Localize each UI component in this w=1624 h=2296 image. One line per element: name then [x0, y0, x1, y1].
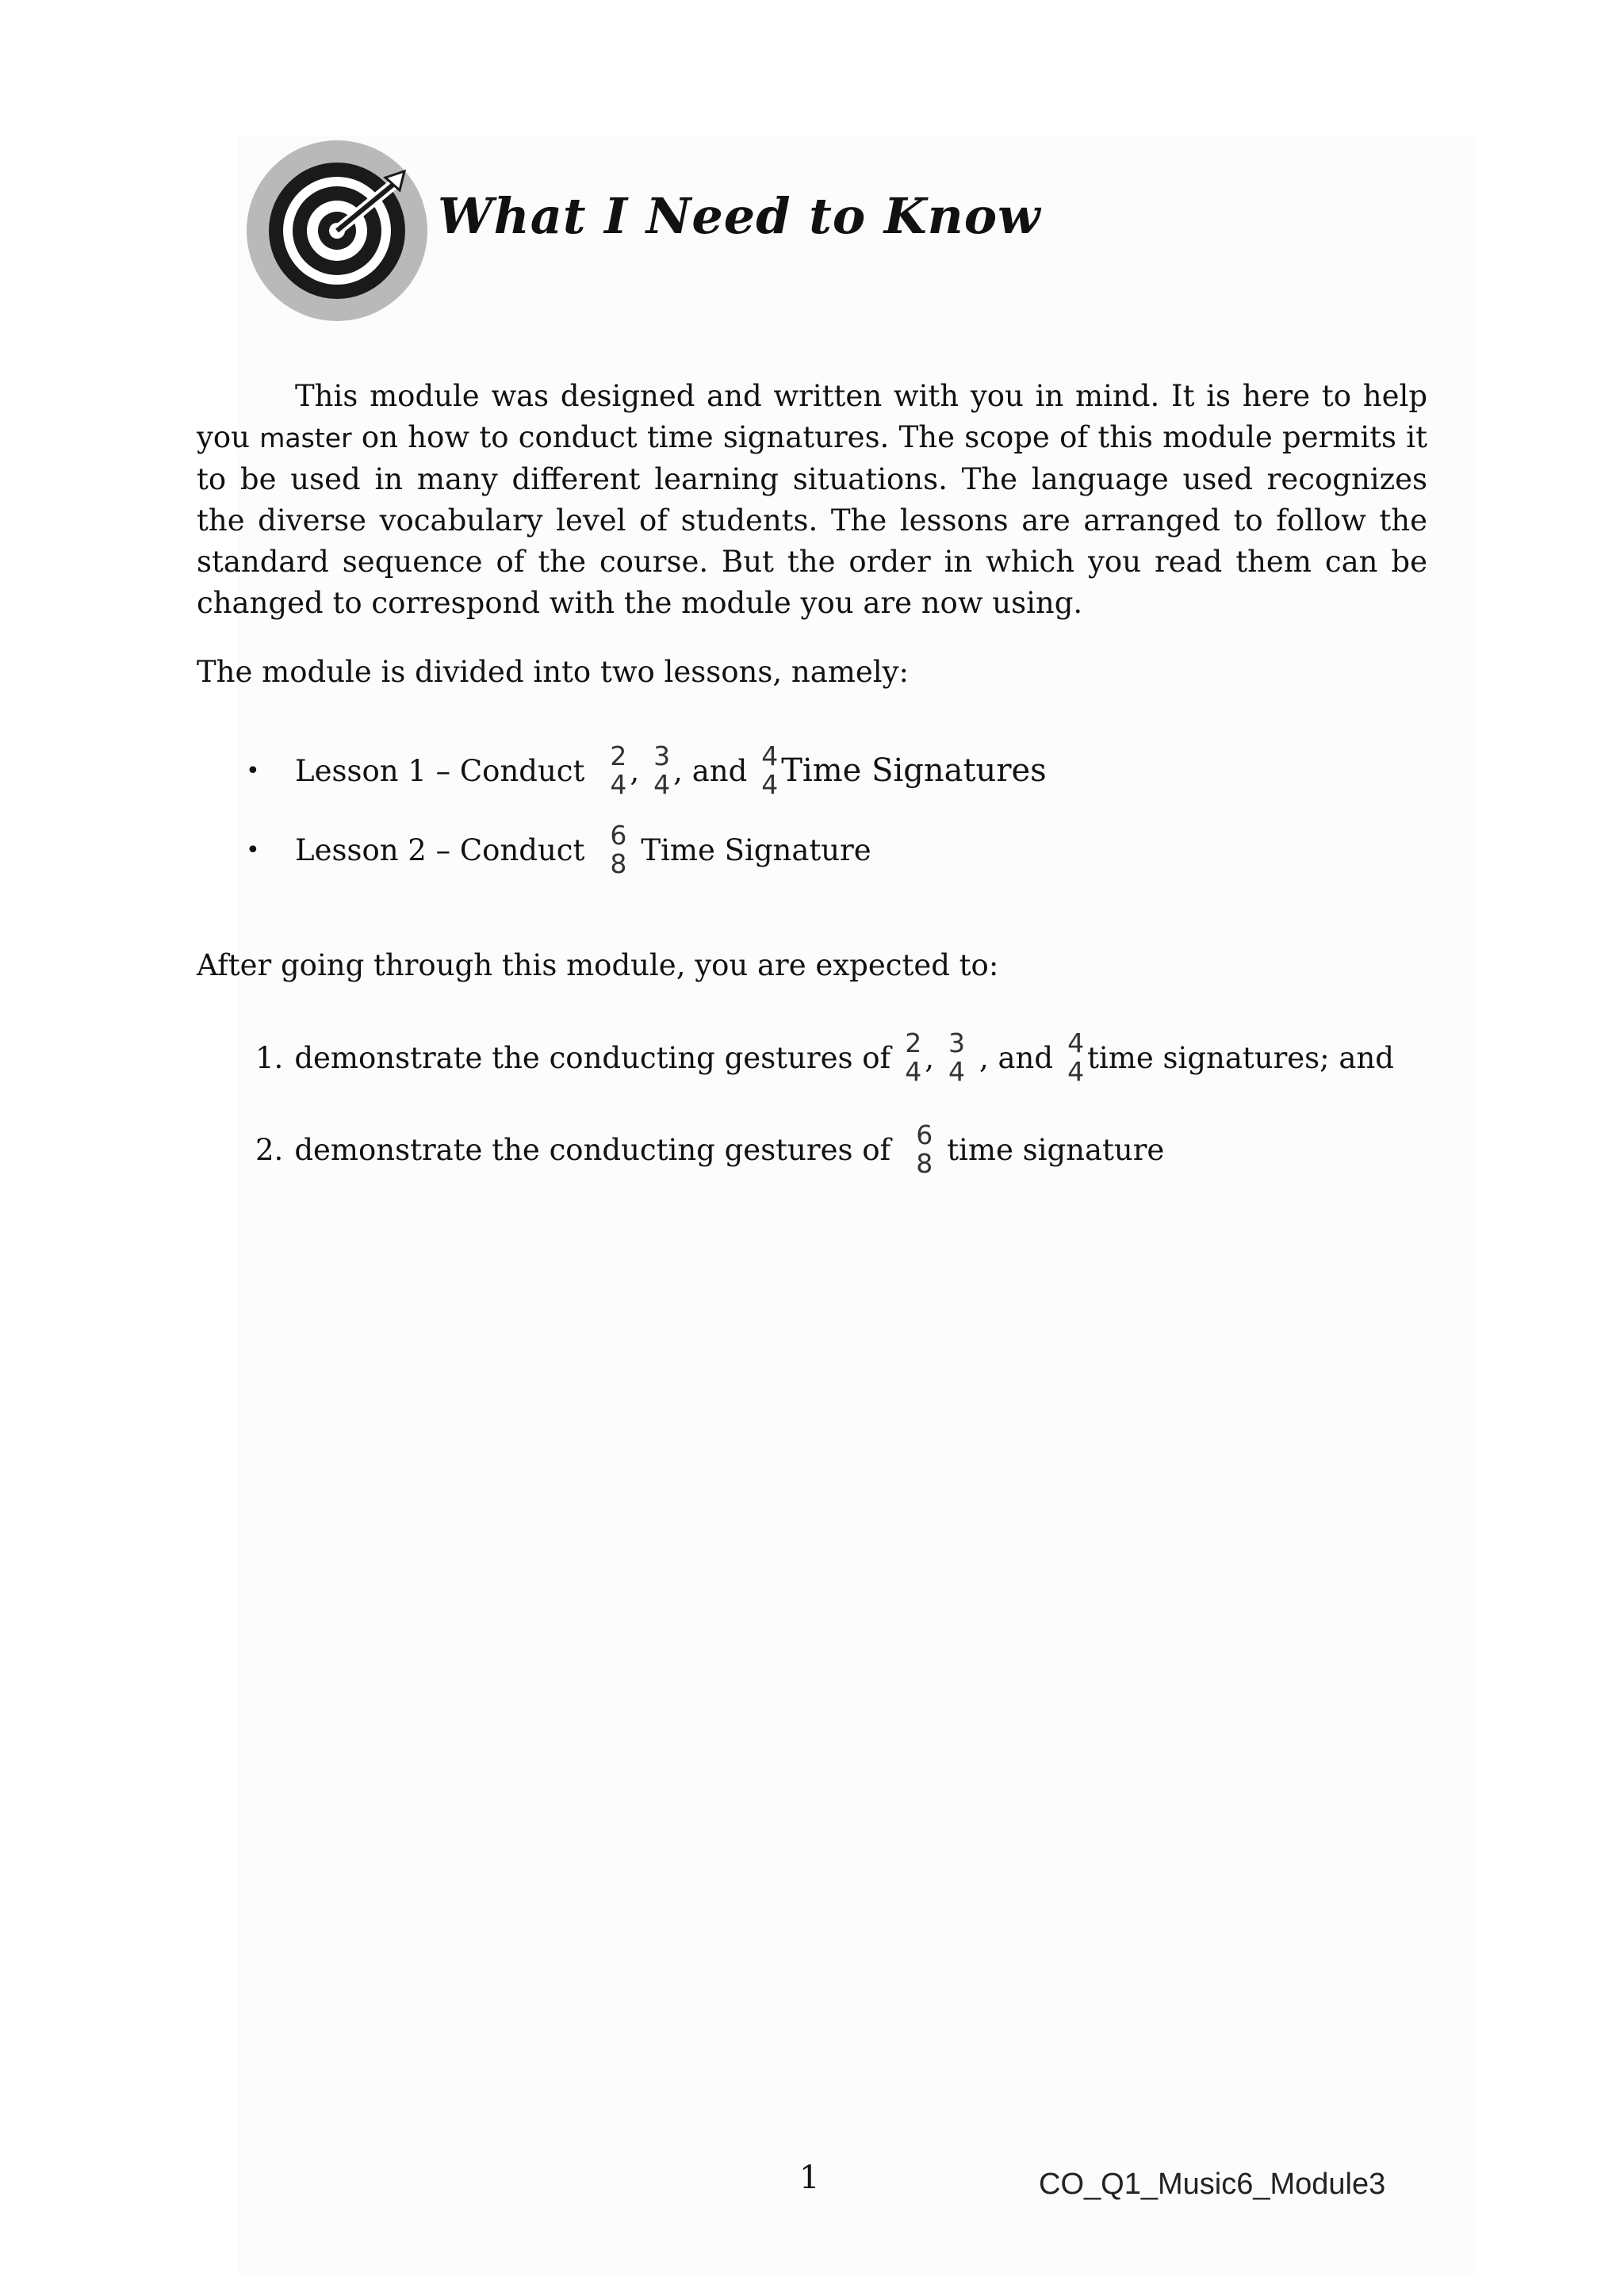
time-signature: 2 4	[610, 740, 627, 800]
objective-suffix: time signature	[947, 1132, 1165, 1167]
objective-suffix: time signatures; and	[1087, 1040, 1394, 1075]
lesson-suffix: Time Signatures	[781, 752, 1047, 789]
separator: , and	[979, 1040, 1054, 1075]
time-signature: 6 8	[916, 1119, 933, 1179]
time-signature: 3 4	[653, 740, 671, 800]
list-item-lesson-1	[197, 739, 1047, 802]
bullet-icon: •	[246, 836, 260, 864]
lesson-label: Lesson 1 – Conduct	[295, 753, 585, 788]
time-signature: 4 4	[1067, 1027, 1085, 1087]
page-title: What I Need to Know	[438, 187, 1041, 245]
separator: , and	[673, 753, 748, 788]
time-signature: 4 4	[761, 740, 779, 800]
separator: ,	[925, 1040, 934, 1075]
intro-paragraph	[197, 376, 1427, 624]
time-signature: 6 8	[610, 820, 627, 879]
intro-master-word: master	[259, 423, 352, 453]
lessons-intro: The module is divided into two lessons, namely:	[197, 655, 909, 689]
list-item-objective-2	[255, 1118, 1164, 1181]
target-icon	[246, 140, 428, 322]
objective-number: 2.	[255, 1132, 284, 1167]
objective-number: 1.	[255, 1040, 284, 1075]
objective-text: demonstrate the conducting gestures of	[294, 1132, 891, 1167]
objectives-intro: After going through this module, you are expected to:	[197, 948, 999, 982]
section-header	[230, 133, 1041, 331]
objective-text: demonstrate the conducting gestures of	[294, 1040, 891, 1075]
lesson-suffix: Time Signature	[641, 832, 871, 867]
lesson-label: Lesson 2 – Conduct	[295, 832, 585, 867]
separator: ,	[630, 753, 640, 788]
module-code: CO_Q1_Music6_Module3	[1039, 2168, 1386, 2201]
list-item-lesson-2	[197, 818, 871, 882]
time-signature: 3 4	[948, 1027, 965, 1087]
intro-text-start: This module was designed and written with you in mind. It is here to help you	[197, 379, 1427, 454]
intro-text-rest: on how to conduct time signatures. The scope of this module permits it to be used in many different learning situations. The language used recognizes the diverse vocabulary level of students. The lessons are arranged to follow the standard sequence of the course. But the order in which you read them can be changed to correspond with the module you are now using.	[197, 420, 1427, 620]
list-item-objective-1	[255, 1026, 1394, 1089]
bullet-icon: •	[246, 756, 260, 785]
page-number: 1	[799, 2160, 820, 2196]
time-signature: 2 4	[905, 1027, 922, 1087]
